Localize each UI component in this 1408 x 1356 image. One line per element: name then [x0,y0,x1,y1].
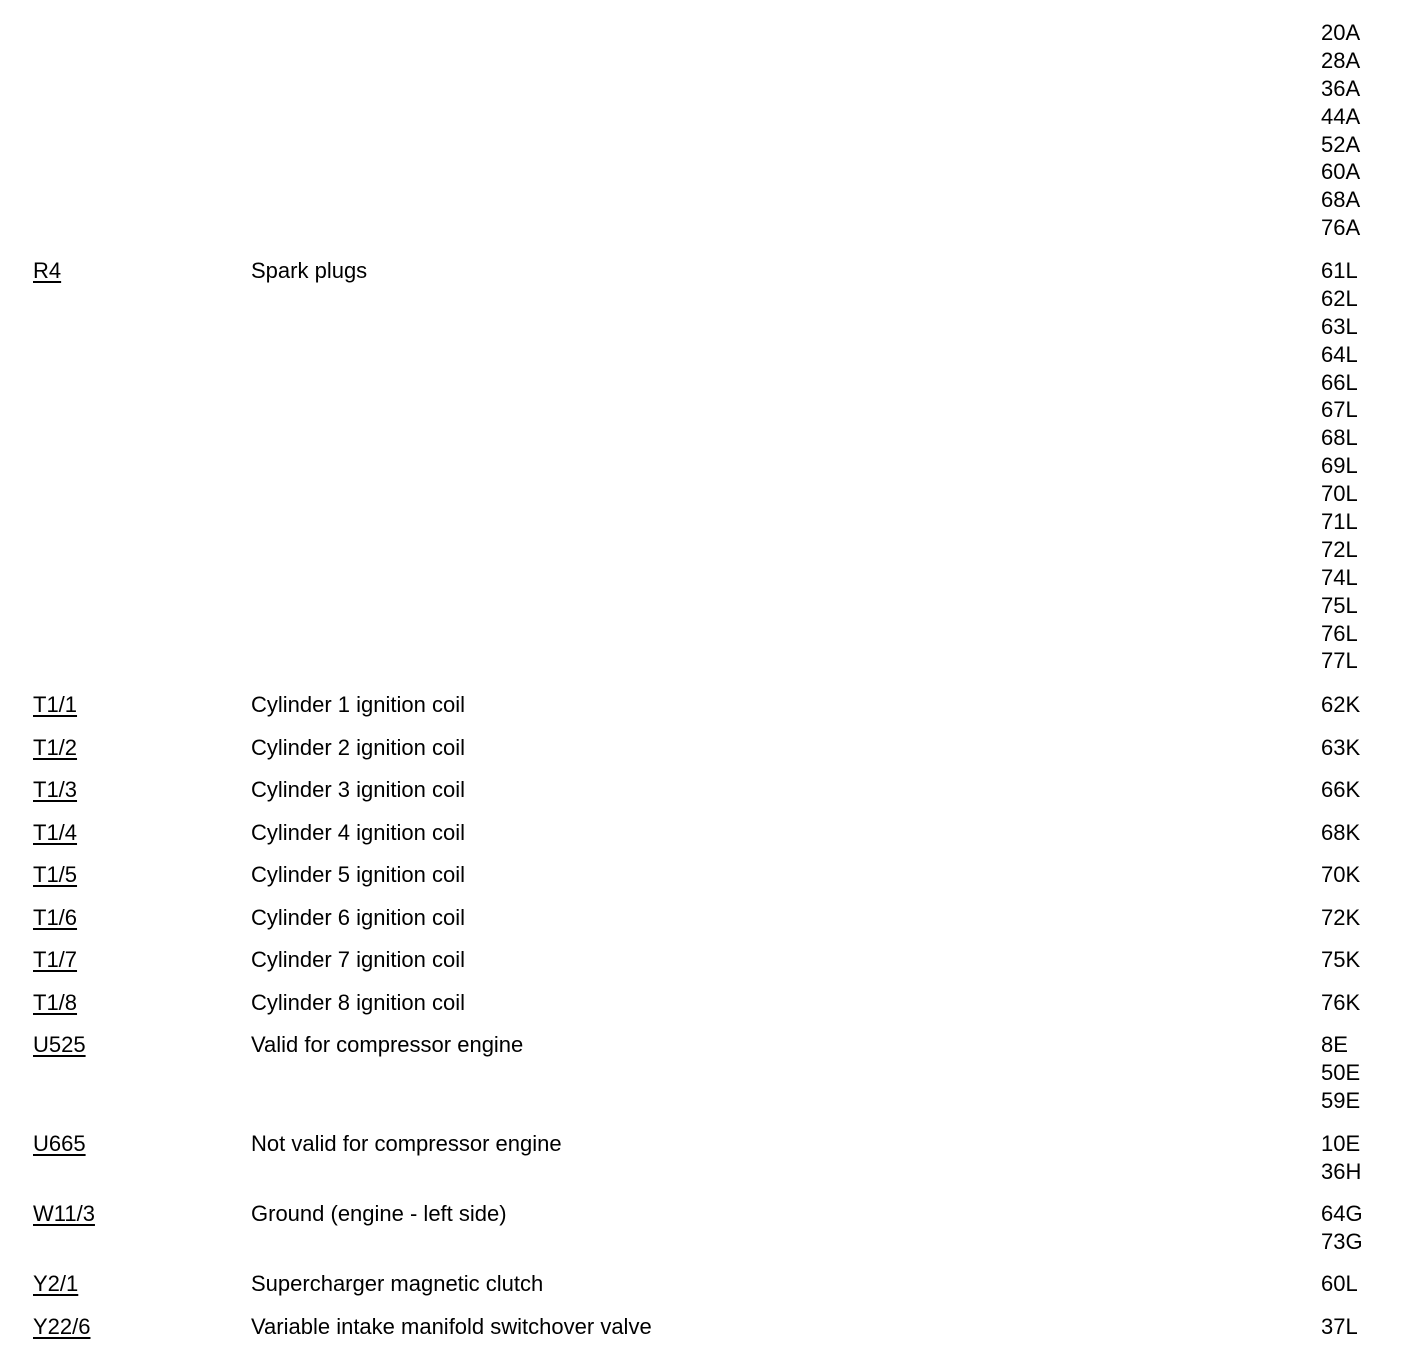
component-description: Spark plugs [251,258,368,283]
location-ref: 76K [1321,990,1361,1015]
location-ref: 72K [1321,905,1361,930]
location-ref: 63L [1321,313,1358,339]
component-description: Cylinder 3 ignition coil [251,777,465,802]
component-code-link[interactable]: T1/3 [33,777,78,802]
location-ref: 75L [1321,592,1358,618]
component-code-link[interactable]: Y2/1 [33,1271,79,1296]
location-ref: 28A [1321,47,1361,73]
component-description: Cylinder 4 ignition coil [251,820,465,845]
location-ref: 75K [1321,947,1361,972]
location-list [1321,1031,1360,1115]
location-ref: 71L [1321,509,1358,535]
location-list [1321,1130,1361,1186]
location-list [1321,734,1360,762]
component-code-link[interactable]: W11/3 [33,1201,95,1226]
component-code-link[interactable]: U665 [33,1131,86,1156]
component-description: Cylinder 2 ignition coil [251,735,465,760]
component-description: Cylinder 5 ignition coil [251,862,465,887]
location-list [1321,691,1360,719]
component-description: Cylinder 6 ignition coil [251,905,465,930]
location-ref: 66L [1321,369,1358,395]
location-list [1321,1313,1358,1341]
location-list [1321,946,1360,974]
location-ref: 44A [1321,103,1361,129]
component-description: Cylinder 1 ignition coil [251,692,465,717]
location-ref: 10E [1321,1131,1361,1156]
location-ref: 59E [1321,1087,1361,1113]
location-ref: 74L [1321,564,1358,590]
location-ref: 72L [1321,536,1358,562]
component-description: Not valid for compressor engine [251,1131,562,1156]
location-ref: 68A [1321,187,1361,213]
location-list [1321,989,1360,1017]
component-code-link[interactable]: T1/8 [33,990,78,1015]
location-ref: 76A [1321,215,1361,241]
location-ref: 8E [1321,1032,1348,1057]
component-description: Cylinder 7 ignition coil [251,947,465,972]
location-ref: 61L [1321,258,1358,283]
location-ref: 63K [1321,735,1361,760]
location-ref: 64G [1321,1201,1363,1226]
location-ref: 70K [1321,862,1361,887]
location-list [1321,1200,1363,1256]
location-list [1321,819,1360,847]
component-code-link[interactable]: U525 [33,1032,86,1057]
location-ref: 20A [1321,20,1361,45]
location-ref: 36A [1321,75,1361,101]
location-ref: 37L [1321,1314,1358,1339]
location-list [1321,257,1358,675]
location-ref: 36H [1321,1158,1362,1184]
location-ref: 73G [1321,1228,1363,1254]
component-code-link[interactable]: T1/1 [33,692,78,717]
location-ref: 60L [1321,1271,1358,1296]
location-ref: 52A [1321,131,1361,157]
component-description: Cylinder 8 ignition coil [251,990,465,1015]
location-ref: 69L [1321,453,1358,479]
component-description: Supercharger magnetic clutch [251,1271,544,1296]
location-ref: 64L [1321,341,1358,367]
location-ref: 62K [1321,692,1361,717]
component-description: Valid for compressor engine [251,1032,524,1057]
component-code-link[interactable]: T1/6 [33,905,78,930]
location-ref: 62L [1321,285,1358,311]
location-ref: 68L [1321,425,1358,451]
location-ref: 70L [1321,481,1358,507]
location-ref: 68K [1321,820,1361,845]
location-list [1321,1270,1358,1298]
component-code-link[interactable]: R4 [33,258,62,283]
component-code-link[interactable]: Y22/6 [33,1314,91,1339]
location-list [1321,19,1360,242]
location-ref: 76L [1321,620,1358,646]
location-list [1321,861,1360,889]
location-list [1321,776,1360,804]
component-code-link[interactable]: T1/2 [33,735,78,760]
location-ref: 66K [1321,777,1361,802]
location-list [1321,904,1360,932]
component-code-link[interactable]: T1/5 [33,862,78,887]
component-code-link[interactable]: T1/4 [33,820,78,845]
location-ref: 77L [1321,648,1358,674]
location-ref: 67L [1321,397,1358,423]
component-description: Ground (engine - left side) [251,1201,507,1226]
location-ref: 60A [1321,159,1361,185]
component-description: Variable intake manifold switchover valve [251,1314,652,1339]
location-ref: 50E [1321,1059,1361,1085]
component-code-link[interactable]: T1/7 [33,947,78,972]
